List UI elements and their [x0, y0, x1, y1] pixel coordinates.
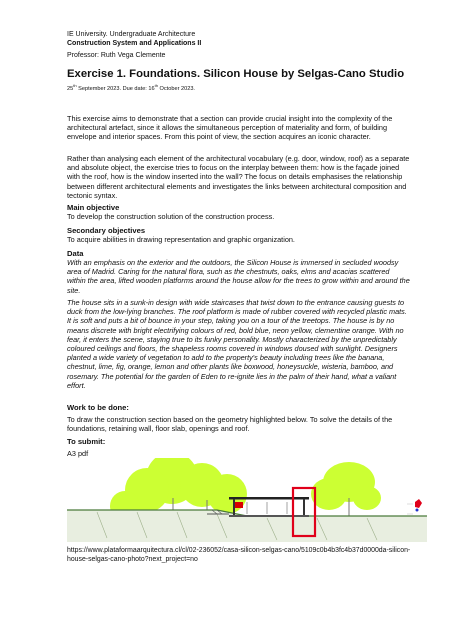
work-heading: Work to be done: [67, 403, 129, 412]
main-objective-text: To develop the construction solution of the construction process. [67, 212, 275, 221]
professor-line: Professor: Ruth Vega Clemente [67, 52, 166, 59]
source-url[interactable]: https://www.plataformaarquitectura.cl/cl/02-236052/casa-silicon-selgas-cano/5109c0b4b3fc4b37d0000da-silicon-house-selgas-cano-photo?next_project=no [67, 547, 411, 563]
ground-terrain [67, 510, 427, 542]
data-paragraph-1: With an emphasis on the exterior and the outdoors, the Silicon House is immersed in secluded woodsy area of Madrid. Caring for the natural flora, such as the chestnuts, oaks, elms and acacias scattered within the area, lifted wooden platforms around the house allow for the trees to grow within and around the site. [67, 258, 410, 295]
work-text: To draw the construction section based on the geometry highlighted below. To solve the details of the foundations, retaining wall, floor slab, openings and roof. [67, 415, 393, 434]
intro-paragraph-2: Rather than analysing each element of the architectural vocabulary (e.g. door, window, roof) as a separate and absolute object, the exercise tries to focus on the interplay between them: how is the façade joined with the roof, how is the window inserted into the wall? The focus on details emphasises the relationship between different architectural elements and investigates the links between architectural composition and tectonic syntax. [67, 154, 410, 200]
data-paragraph-2: The house sits in a sunk-in design with wide staircases that twist down to the entrance causing guests to duck from the low-lying branches. The roof platform is made of rubber covered with recycled plastic mats. It is soft and puts a bit of bounce in your step, taking you on a tour of the treetops. The house is by no means discrete with bright electrifying colours of red, bold blue, neon yellow, clementine orange. With no fear, it enters the scene, staying true to its funky personality. Mostly characterized by the unpredictably coloured ceilings and floors, the shapeless rooms covered in windows doused with sunlight. Designers planted a wide variety of vegetation to add to the property's beauty including trees like the banana, chestnut, lime, fig, orange, lemon and other plants like boxwood, honeysuckle, wisteria, bamboo, and rosemary. The potential for the garden of Eden to re-ignite lies in the palm of their hand, what a valiant effort. [67, 298, 407, 390]
secondary-objectives-heading: Secondary objectives [67, 226, 146, 235]
section-drawing [67, 458, 427, 542]
secondary-objectives-text: To acquire abilities in drawing representation and graphic organization. [67, 235, 295, 244]
submit-heading: To submit: [67, 437, 106, 446]
page-title: Exercise 1. Foundations. Silicon House by Selgas-Cano Studio [67, 68, 405, 80]
main-objective-heading: Main objective [67, 203, 120, 212]
red-marker-figure [407, 499, 422, 514]
institution-line: IE University. Undergraduate Architecture [67, 31, 196, 38]
submit-format: A3 pdf [67, 449, 89, 458]
dates-line: 25th September 2023. Due date: 16th October 2023. [67, 83, 195, 92]
intro-paragraph-1: This exercise aims to demonstrate that a section can provide crucial insight into the complexity of the architectural artefact, since it allows the simultaneous perception of materiality and form, of building envelope and interior spaces. From this point of view, the section acquires an iconic character. [67, 114, 393, 142]
data-heading: Data [67, 249, 84, 258]
course-line: Construction System and Applications II [67, 40, 202, 47]
